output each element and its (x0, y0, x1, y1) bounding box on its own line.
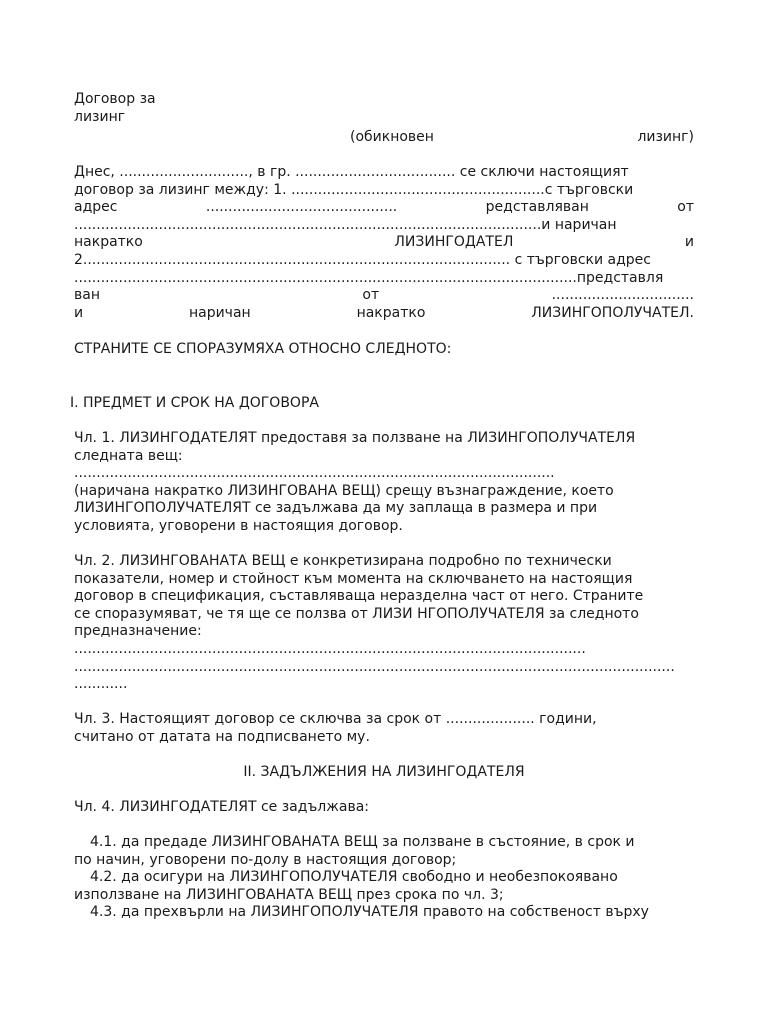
intro-word: ........................................... (205, 199, 398, 216)
intro-word: и (74, 304, 84, 321)
list-item: 4.3. да прехвърли на ЛИЗИНГОПОЛУЧАТЕЛЯ правото на собственост върху (90, 904, 649, 921)
document-title (74, 91, 694, 126)
intro-word: накратко (74, 234, 143, 251)
intro-word: наричан (188, 304, 251, 321)
text-line: договор в спецификация, съставляваща неразделна част от него. Страните (74, 588, 644, 605)
text-line: ............ (74, 676, 128, 693)
intro-line (74, 305, 694, 323)
intro-word: от (677, 199, 694, 216)
intro-word: ван (74, 287, 100, 304)
section-1-heading: I. ПРЕДМЕТ И СРОК НА ДОГОВОРА (70, 395, 319, 411)
intro-word: ЛИЗИНГОПОЛУЧАТЕЛ. (531, 304, 694, 321)
document-subtitle (74, 129, 694, 147)
article-3 (74, 711, 694, 746)
article-1 (74, 430, 694, 536)
agreement-statement: СТРАНИТЕ СЕ СПОРАЗУМЯХА ОТНОСНО СЛЕДНОТО: (74, 341, 452, 357)
text-line: Чл. 3. Настоящият договор се сключва за срок от .................... години, (74, 711, 597, 727)
text-line: считано от датата на подписването му. (74, 728, 370, 745)
text-line: ....................................................................................................................................... (74, 658, 675, 675)
intro-line (74, 199, 694, 217)
text-line: ............................................................................................................ (74, 465, 555, 482)
text-line: Чл. 2. ЛИЗИНГОВАНАТА ВЕЩ е конкретизирана подробно по технически (74, 553, 612, 569)
intro-word: от (362, 287, 380, 304)
text-line: ЛИЗИНГОПОЛУЧАТЕЛЯТ се задължава да му заплаща в размера и при (74, 500, 598, 517)
intro-line: .................................................................................................................представля (74, 269, 664, 286)
subtitle-close: лизинг) (637, 129, 694, 145)
intro-word: редставляван (485, 199, 589, 216)
text-line: Чл. 1. ЛИЗИНГОДАТЕЛЯТ предоставя за ползване на ЛИЗИНГОПОЛУЧАТЕЛЯ (74, 430, 636, 446)
article-4: Чл. 4. ЛИЗИНГОДАТЕЛЯТ се задължава: (74, 799, 369, 815)
list-item: 4.1. да предаде ЛИЗИНГОВАНАТА ВЕЩ за ползване в състояние, в срок и (90, 834, 635, 850)
intro-line (74, 287, 694, 305)
section-2-heading: II. ЗАДЪЛЖЕНИЯ НА ЛИЗИНГОДАТЕЛЯ (243, 764, 525, 780)
intro-word: ................................ (551, 287, 694, 304)
list-item: използване на ЛИЗИНГОВАНАТА ВЕЩ през срока по чл. 3; (74, 886, 504, 903)
intro-line: 2................................................................................................ с търговски адрес (74, 251, 651, 268)
title-line-2: лизинг (74, 108, 126, 125)
article-4-items (74, 834, 694, 922)
intro-word: ЛИЗИНГОДАТЕЛ (394, 234, 514, 251)
text-line: се споразумяват, че тя ще се ползва от ЛИЗИ НГОПОЛУЧАТЕЛЯ за следното (74, 605, 639, 622)
text-line: ................................................................................................................... (74, 640, 586, 657)
intro-word: накратко (356, 304, 426, 321)
title-line-1: Договор за (74, 91, 156, 107)
text-line: предназначение: (74, 623, 202, 640)
text-line: следната вещ: (74, 447, 183, 464)
text-line: показатели, номер и стойност към момента на сключването на настоящия (74, 570, 633, 587)
text-line: условията, уговорени в настоящия договор. (74, 517, 403, 534)
intro-word: адрес (74, 199, 118, 216)
list-item: по начин, уговорени по-долу в настоящия договор; (74, 851, 457, 868)
intro-paragraph (74, 164, 694, 322)
intro-line: договор за лизинг между: 1. .........................................................с търговски (74, 181, 634, 198)
intro-line (74, 234, 694, 252)
subtitle-open: (обикновен (350, 129, 434, 145)
list-item: 4.2. да осигури на ЛИЗИНГОПОЛУЧАТЕЛЯ свободно и необезпокоявано (90, 869, 618, 886)
intro-line: .........................................................................................................и наричан (74, 216, 617, 233)
intro-line: Днес, ............................., в гр. .................................... се сключи настоящият (74, 164, 629, 180)
article-2 (74, 553, 694, 694)
text-line: (наричана накратко ЛИЗИНГОВАНА ВЕЩ) срещу възнаграждение, което (74, 482, 614, 499)
intro-word: и (684, 234, 694, 251)
